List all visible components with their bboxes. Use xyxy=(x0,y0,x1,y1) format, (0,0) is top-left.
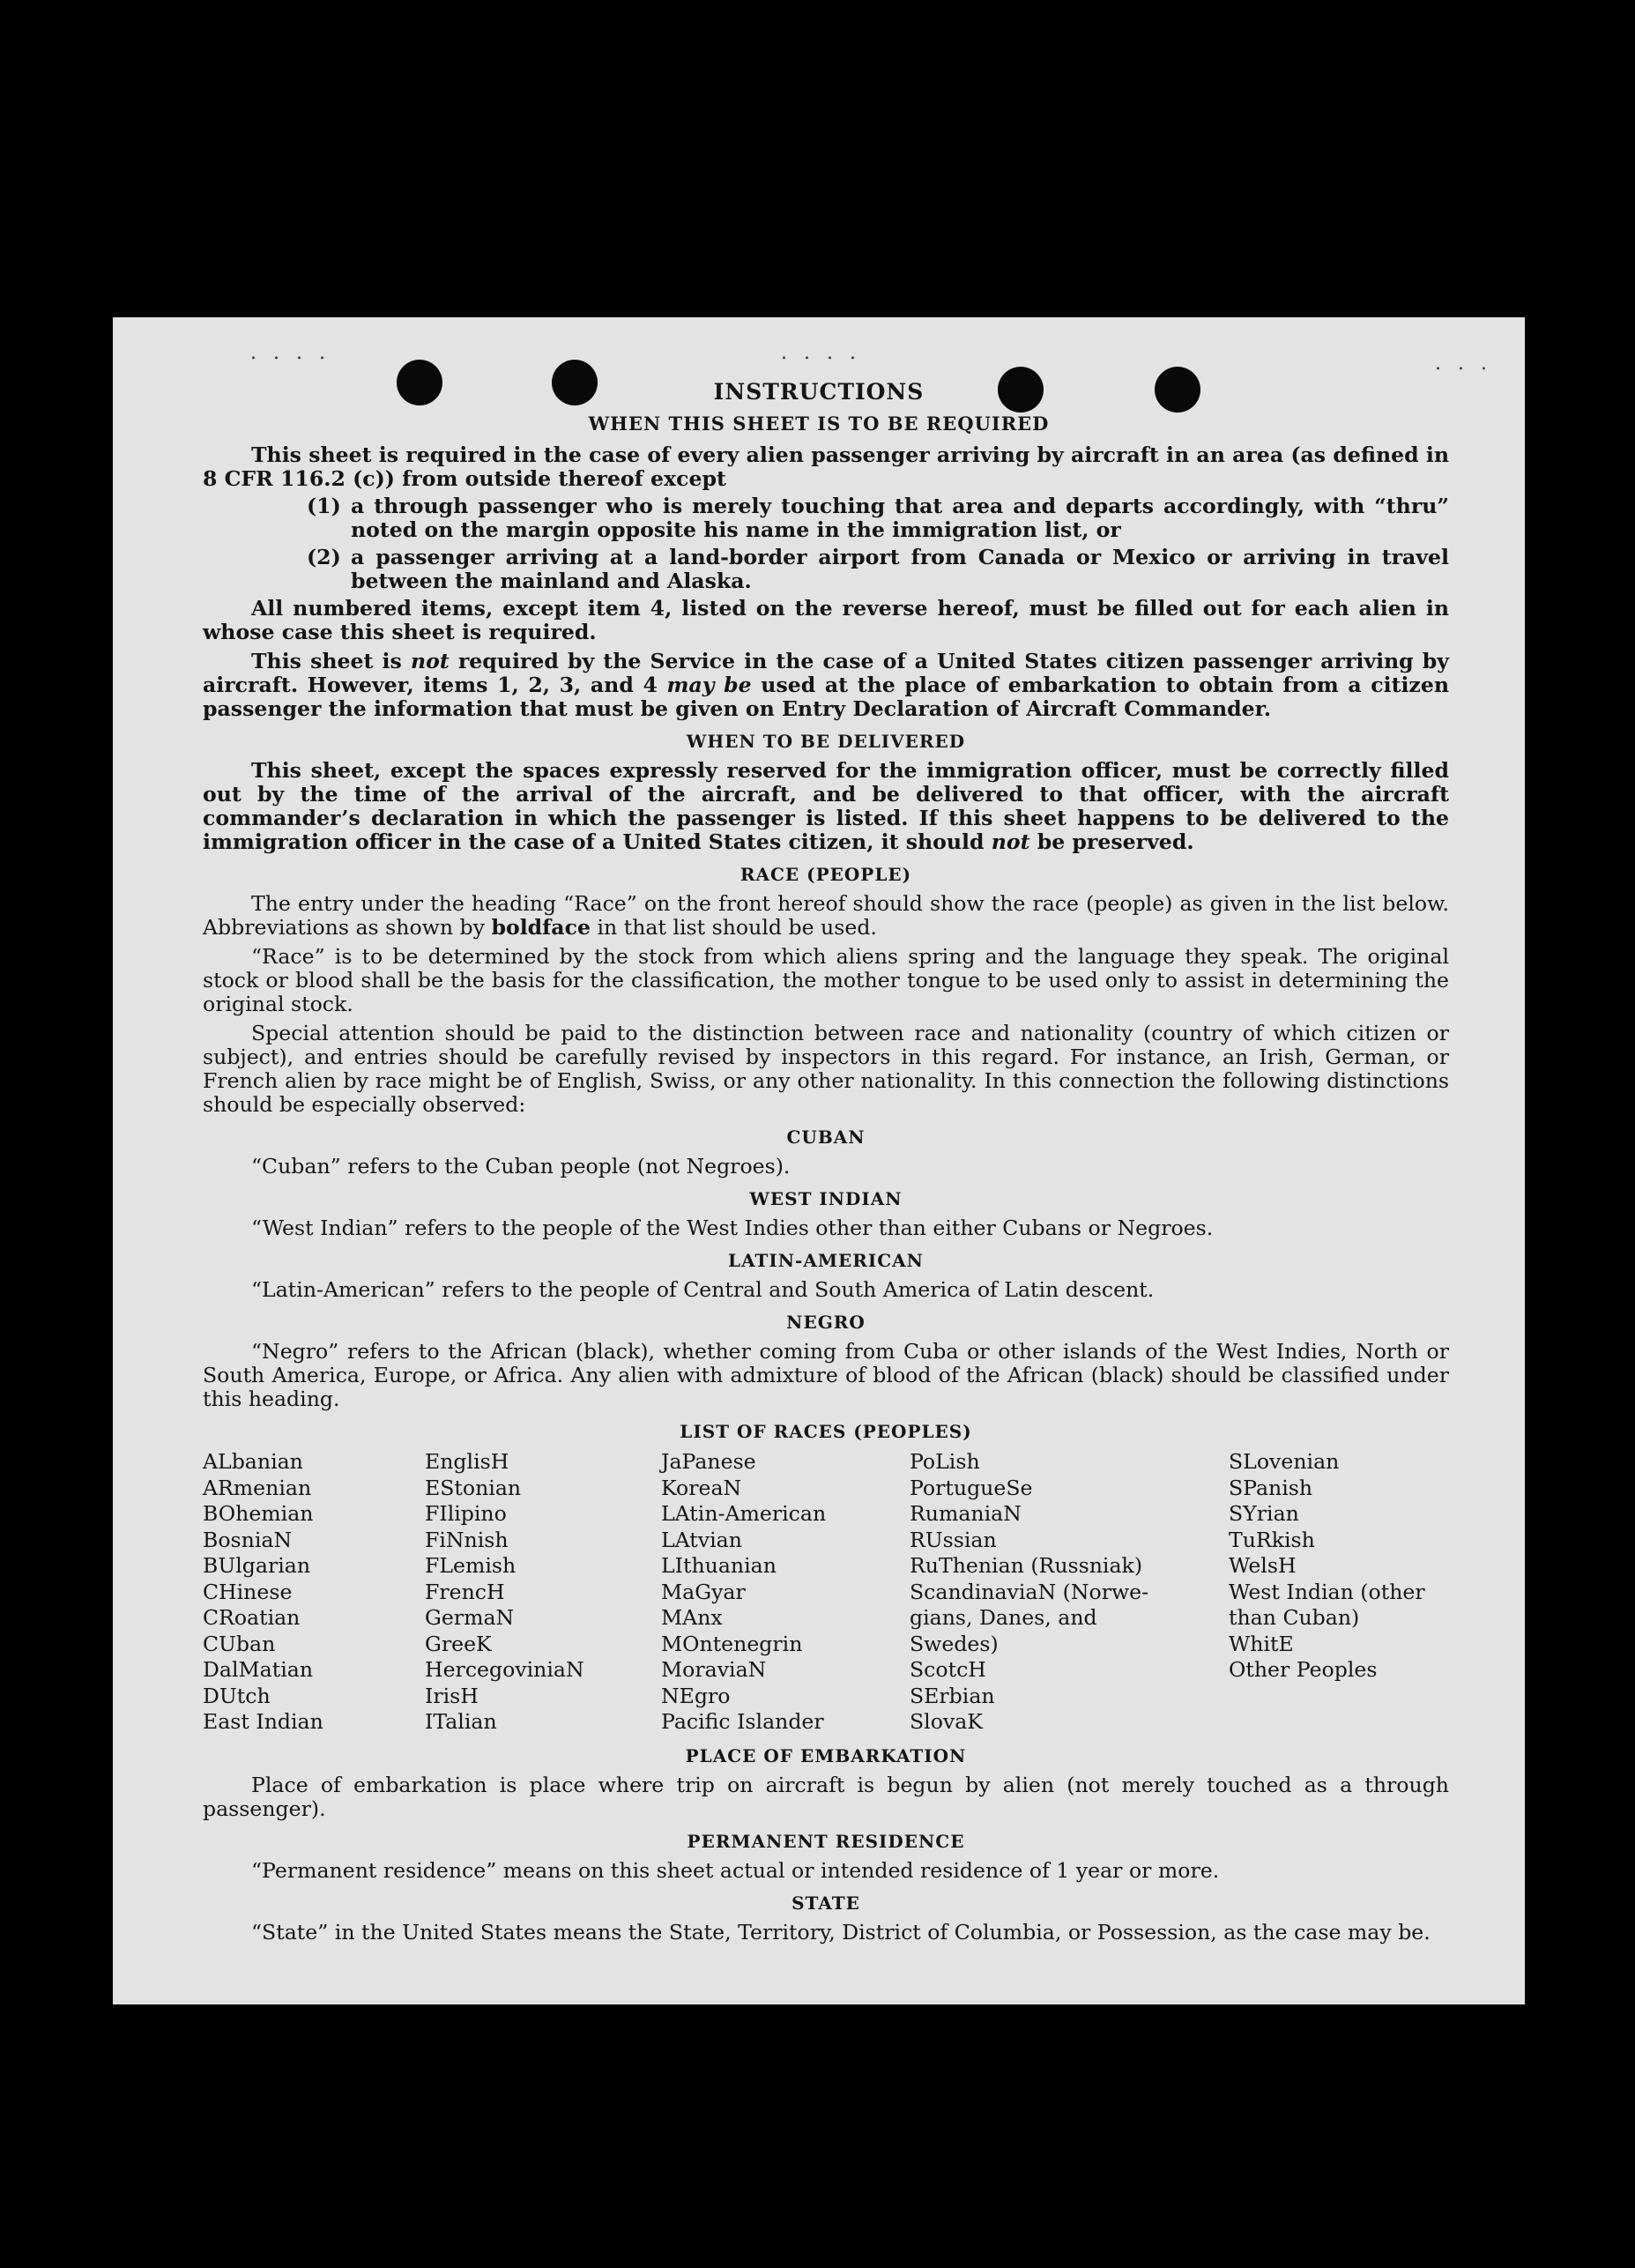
race-entry: HercegoviniaN xyxy=(425,1657,584,1682)
race-entry: SPanish xyxy=(1229,1475,1313,1500)
race-paragraph-3: Special attention should be paid to the distinction between race and nationality (country of which citizen or subject), and entries should be carefully revised by inspectors in this regard. For instance, an Irish, German, or French alien by race might be of English, Swiss, or any other nationality. In this connection the following distinctions should be especially observed: xyxy=(203,1021,1449,1117)
race-entry: CUban xyxy=(203,1631,276,1656)
specks: . . . . xyxy=(781,342,861,364)
section-heading-race: RACE (PEOPLE) xyxy=(739,864,912,885)
latin-american-paragraph: “Latin-American” refers to the people of Central and South America of Latin descent. xyxy=(251,1277,1155,1302)
instruction-sheet xyxy=(113,317,1525,2004)
race-entry: ScotcH xyxy=(910,1657,986,1682)
text-run: be preserved. xyxy=(1029,829,1194,854)
race-entry: BOhemian xyxy=(203,1501,314,1526)
race-entry: LAtvian xyxy=(661,1527,742,1552)
bold-word: boldface xyxy=(491,915,591,940)
race-entry: KoreaN xyxy=(661,1475,742,1500)
race-column xyxy=(910,1449,1229,1736)
race-entry: NEgro xyxy=(661,1683,731,1708)
race-entry: gians, Danes, and xyxy=(910,1605,1097,1630)
section-heading-embarkation: PLACE OF EMBARKATION xyxy=(685,1744,967,1766)
section-heading-race-list: LIST OF RACES (PEOPLES) xyxy=(680,1421,972,1442)
race-entry: JaPanese xyxy=(661,1449,756,1474)
exception-item xyxy=(203,546,1449,593)
race-column xyxy=(203,1449,425,1736)
race-entry: LIthuanian xyxy=(661,1553,777,1578)
race-entry: TuRkish xyxy=(1229,1527,1315,1552)
text-run: This sheet, except the spaces expressly reserved for the immigration officer, must be correctly filled out by the time of the arrival of the aircraft, and be delivered to that officer, with the aircraft commander’s declaration in which the passenger is listed. If this sheet happens to be delivered to the immigration officer in the case of a United States citizen, it should xyxy=(203,758,1449,854)
race-entry: MaGyar xyxy=(661,1579,746,1604)
race-entry: MOntenegrin xyxy=(661,1631,803,1656)
race-entry: SlovaK xyxy=(910,1709,983,1734)
race-entry: WelsH xyxy=(1229,1553,1297,1578)
race-entry: EnglisH xyxy=(425,1449,509,1474)
exception-text: a passenger arriving at a land-border airport from Canada or Mexico or arriving in travel between the mainland and Alaska. xyxy=(351,545,1449,593)
residence-paragraph: “Permanent residence” means on this sheet actual or intended residence of 1 year or more. xyxy=(251,1857,1220,1883)
specks: . . . xyxy=(1435,353,1492,375)
text-run: in that list should be used. xyxy=(590,915,877,940)
page-title: INSTRUCTIONS xyxy=(713,379,925,405)
race-entry: than Cuban) xyxy=(1229,1605,1360,1630)
race-entry: PortugueSe xyxy=(910,1475,1033,1500)
text-run: The entry under the heading “Race” on the front hereof should show the race (people) as given in the list below. Abbreviations as shown by xyxy=(203,891,1449,940)
emphasis: not xyxy=(410,649,450,673)
section-heading-cuban: CUBAN xyxy=(786,1127,866,1148)
race-entry: MoraviaN xyxy=(661,1657,767,1682)
numbered-items-paragraph: All numbered items, except item 4, listed on the reverse hereof, must be filled out for each alien in whose case this sheet is required. xyxy=(203,596,1449,644)
cuban-paragraph: “Cuban” refers to the Cuban people (not Negroes). xyxy=(251,1154,791,1179)
race-entry: ALbanian xyxy=(203,1449,303,1474)
race-entry: ScandinaviaN (Norwe- xyxy=(910,1579,1149,1604)
race-entry: ITalian xyxy=(425,1709,497,1734)
race-entry: SErbian xyxy=(910,1683,995,1708)
exception-number: (2) xyxy=(307,545,341,569)
race-entry: FrencH xyxy=(425,1579,505,1604)
race-paragraph-2: “Race” is to be determined by the stock from which aliens spring and the language they speak. The original stock or blood shall be the basis for the classification, the mother tongue to be used only to assist in determining the original stock. xyxy=(203,944,1449,1016)
race-entry: GreeK xyxy=(425,1631,492,1656)
section-heading-state: STATE xyxy=(791,1892,860,1914)
text-run: required by the Service in the case of a United States citizen passenger arriving by aircraft. However, items 1, 2, 3, and 4 xyxy=(203,649,1450,697)
race-entry: ARmenian xyxy=(203,1475,312,1500)
race-entry: BosniaN xyxy=(203,1527,293,1552)
race-entry: DUtch xyxy=(203,1683,271,1708)
embarkation-paragraph: Place of embarkation is place where trip on aircraft is begun by alien (not merely touched as a through passenger). xyxy=(203,1772,1449,1821)
race-entry: East Indian xyxy=(203,1709,323,1734)
west-indian-paragraph: “West Indian” refers to the people of the West Indies other than either Cubans or Negroes. xyxy=(251,1216,1214,1240)
race-entry: RumaniaN xyxy=(910,1501,1022,1526)
race-entry: EStonian xyxy=(425,1475,522,1500)
race-entry: Other Peoples xyxy=(1229,1657,1378,1682)
exception-number: (1) xyxy=(307,494,341,518)
race-entry: FLemish xyxy=(425,1553,517,1578)
race-entry: DalMatian xyxy=(203,1657,314,1682)
section-heading-residence: PERMANENT RESIDENCE xyxy=(687,1830,965,1852)
text-run: This sheet is xyxy=(251,649,411,673)
race-entry: GermaN xyxy=(425,1605,515,1630)
emphasis: not xyxy=(991,829,1030,854)
intro-paragraph: This sheet is required in the case of every alien passenger arriving by aircraft in an area (as defined in 8 CFR 116.2 (c)) from outside thereof except xyxy=(203,442,1449,491)
exception-item xyxy=(203,494,1449,542)
race-entry: West Indian (other xyxy=(1229,1579,1425,1604)
race-column xyxy=(1229,1449,1449,1736)
race-list xyxy=(203,1449,1449,1736)
specks: . . . . xyxy=(250,342,331,364)
race-entry: MAnx xyxy=(661,1605,723,1630)
instructions-body xyxy=(203,443,1449,1945)
race-entry: SLovenian xyxy=(1229,1449,1340,1474)
section-heading-required: WHEN THIS SHEET IS TO BE REQUIRED xyxy=(588,413,1050,435)
section-heading-negro: NEGRO xyxy=(786,1312,866,1333)
race-entry: IrisH xyxy=(425,1683,479,1708)
race-entry: CRoatian xyxy=(203,1605,301,1630)
race-entry: Pacific Islander xyxy=(661,1709,824,1734)
delivered-paragraph xyxy=(203,759,1449,854)
race-entry: Swedes) xyxy=(910,1631,999,1656)
race-entry: RuThenian (Russniak) xyxy=(910,1553,1143,1578)
text-run: used at the place of embarkation to obtain from a citizen passenger the information that must be given on Entry Declaration of Aircraft Commander. xyxy=(203,673,1449,721)
negro-paragraph: “Negro” refers to the African (black), whether coming from Cuba or other islands of the West Indies, North or South America, Europe, or Africa. Any alien with admixture of blood of the African (black) should be classified under this heading. xyxy=(203,1339,1449,1411)
race-entry: FIlipino xyxy=(425,1501,507,1526)
emphasis: may be xyxy=(666,673,752,697)
exception-text: a through passenger who is merely touching that area and departs accordingly, with “thru” noted on the margin opposite his name in the immigration list, or xyxy=(351,494,1449,542)
race-entry: LAtin-American xyxy=(661,1501,827,1526)
race-column xyxy=(661,1449,910,1736)
citizen-paragraph xyxy=(203,650,1449,721)
race-entry: PoLish xyxy=(910,1449,980,1474)
race-entry: BUlgarian xyxy=(203,1553,311,1578)
section-heading-west-indian: WEST INDIAN xyxy=(749,1188,903,1209)
race-column xyxy=(425,1449,661,1736)
state-paragraph: “State” in the United States means the State, Territory, District of Columbia, or Possession, as the case may be. xyxy=(251,1919,1431,1945)
race-paragraph-1 xyxy=(203,892,1449,940)
race-entry: RUssian xyxy=(910,1527,997,1552)
race-entry: FiNnish xyxy=(425,1527,509,1552)
race-entry: SYrian xyxy=(1229,1501,1299,1526)
race-entry: CHinese xyxy=(203,1579,293,1604)
section-heading-delivered: WHEN TO BE DELIVERED xyxy=(686,731,966,752)
race-entry: WhitE xyxy=(1229,1631,1294,1656)
section-heading-latin-american: LATIN-AMERICAN xyxy=(728,1250,924,1271)
